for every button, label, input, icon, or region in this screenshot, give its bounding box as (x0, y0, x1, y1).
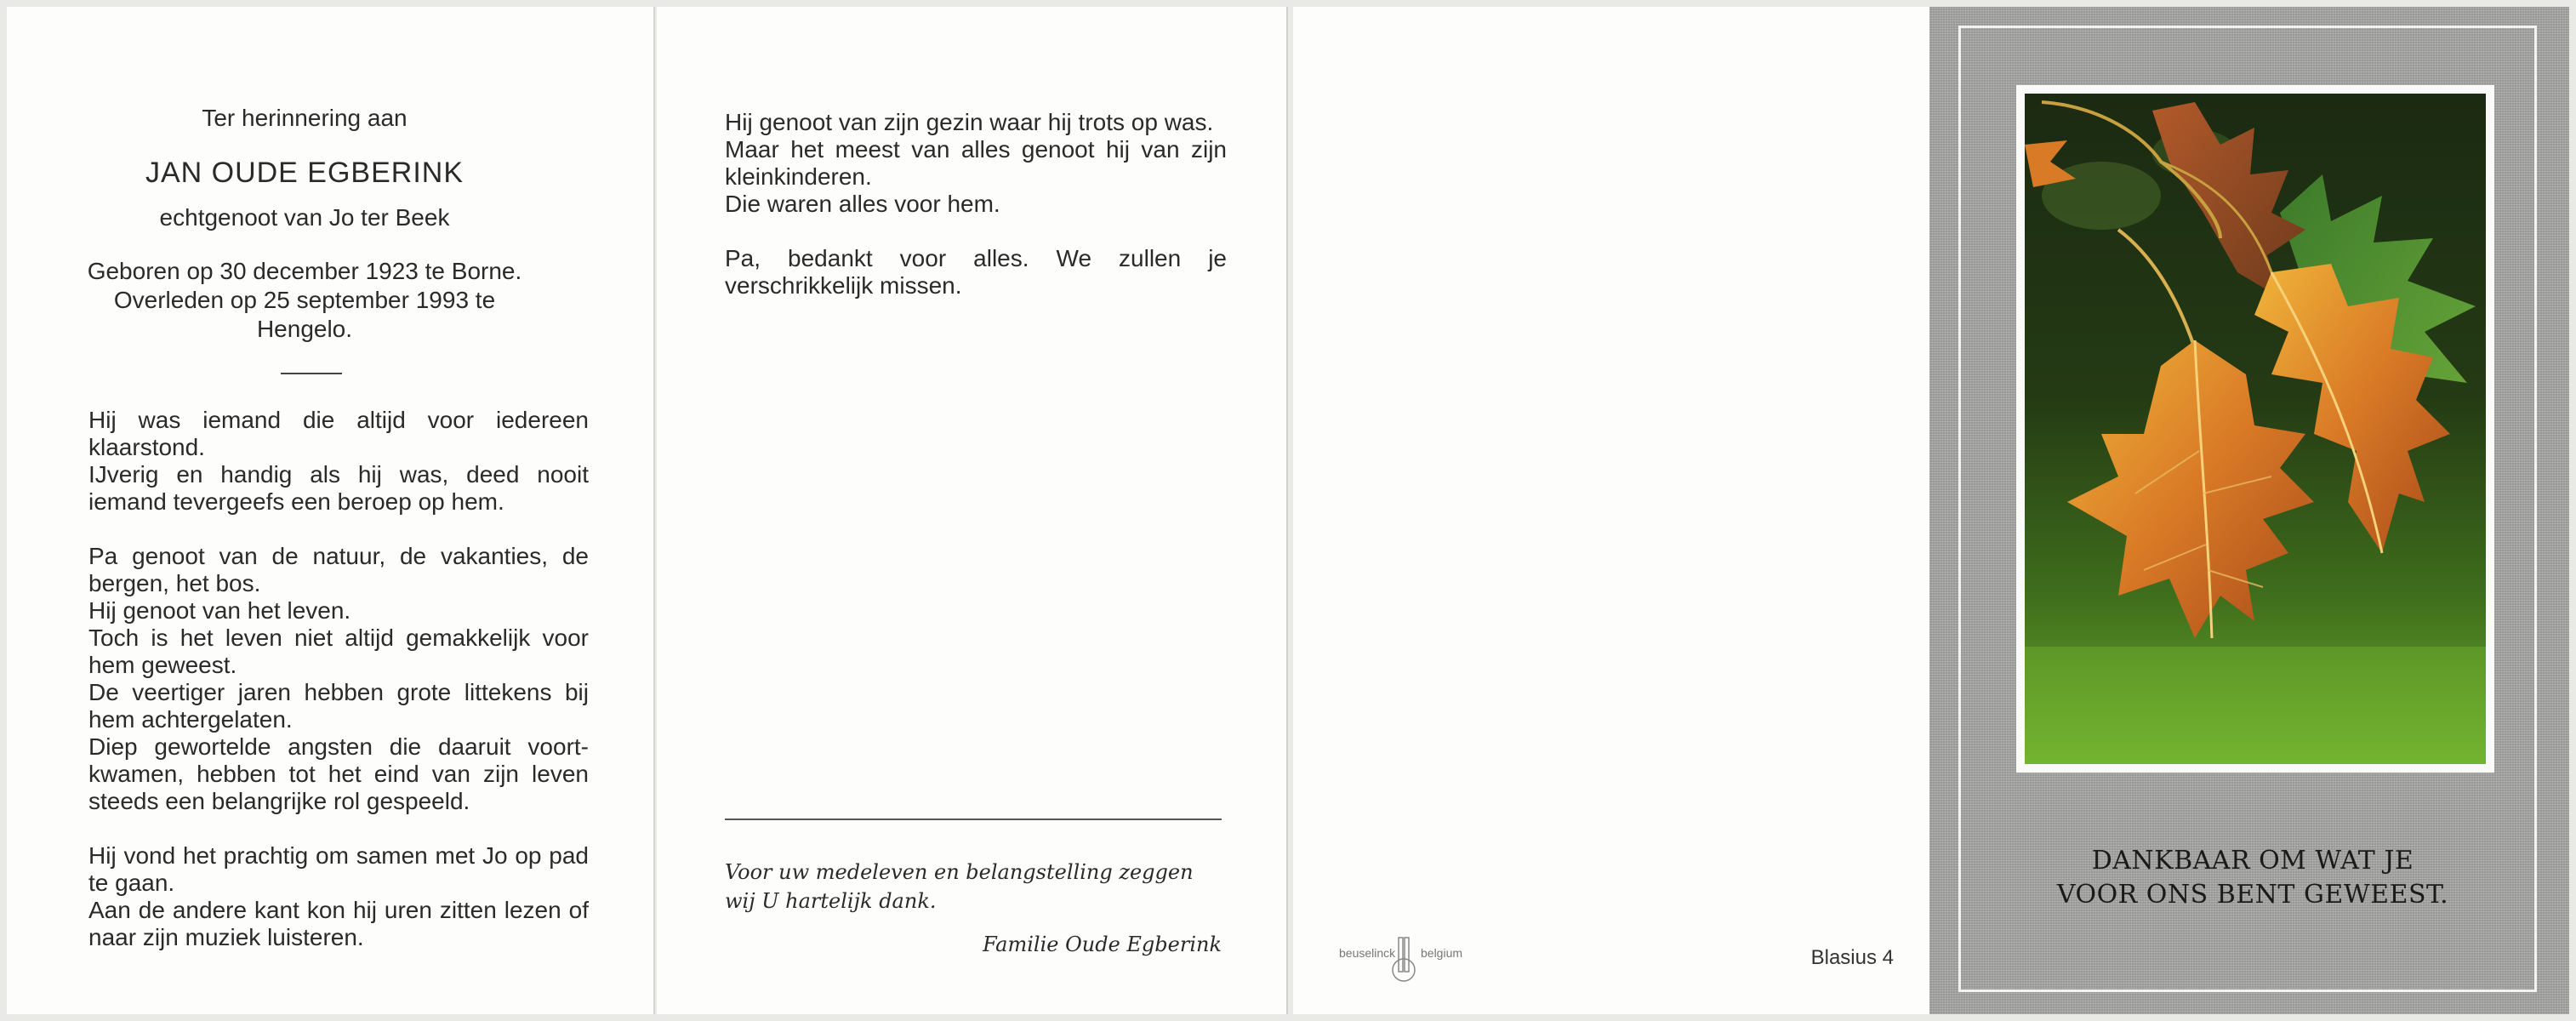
paragraph-gap (88, 516, 589, 543)
thank-you-note: Voor uw medeleven en belangstelling zeggen wij U hartelijk dank. (725, 860, 1194, 913)
life-dates (83, 257, 526, 344)
paragraph-gap (88, 815, 589, 842)
paragraph: De veertiger jaren hebben grote littekens bij hem achtergelaten. (88, 679, 589, 733)
paragraph: Maar het meest van alles genoot hij van zijn kleinkinderen. (725, 136, 1227, 190)
family-signature: Familie Oude Egberink (983, 933, 1222, 956)
paragraph: Hij genoot van zijn gezin waar hij trots op was. (725, 109, 1214, 135)
paragraph: Pa genoot van de natuur, de vakanties, de bergen, het bos. (88, 543, 589, 596)
intro-line: Ter herinnering aan (202, 105, 407, 131)
publisher-monogram-icon (1387, 936, 1421, 984)
paragraph: IJverig en handig als hij was, deed nooit iemand tevergeefs een beroep op hem. (88, 461, 589, 515)
paragraph: Hij vond het prachtig om samen met Jo op pad te gaan. (88, 842, 589, 896)
spouse-line: echtgenoot van Jo ter Beek (159, 204, 450, 231)
cover-motto (1998, 844, 2508, 912)
tribute-text-continued (725, 109, 1227, 299)
birth-line: Geboren op 30 december 1923 te Borne. (87, 258, 522, 284)
paragraph: Hij genoot van het leven. (88, 597, 351, 624)
deceased-name: JAN OUDE EGBERINK (145, 157, 464, 189)
publisher-logo (1339, 936, 1463, 987)
paragraph: Aan de andere kant kon hij uren zitten lezen of naar zijn muziek luisteren. (88, 897, 589, 950)
photo-frame (2016, 85, 2494, 773)
motto-line-2: VOOR ONS BENT GEWEEST. (2056, 880, 2449, 910)
death-line-1: Overleden op 25 september 1993 te (113, 287, 496, 313)
motto-line-1: DANKBAAR OM WAT JE (2091, 846, 2414, 876)
paragraph: Hij was iemand die altijd voor iedereen klaarstond. (88, 407, 589, 460)
oak-leaf-illustration (2025, 94, 2486, 764)
paragraph: Pa, bedankt voor alles. We zullen je verschrikkelijk missen. (725, 245, 1227, 299)
paragraph: Diep gewortelde angsten die daaruit voort-kwamen, hebben tot het eind van zijn leven steeds een belangrijke rol gespeeld. (88, 733, 589, 814)
logo-text-right: belgium (1421, 946, 1463, 960)
paragraph: Die waren alles voor hem. (725, 191, 1000, 217)
tribute-text (88, 407, 589, 951)
paragraph: Toch is het leven niet altijd gemakkelijk voor hem geweest. (88, 625, 589, 678)
paragraph-gap (725, 218, 1227, 245)
autumn-leaves-photo (2025, 94, 2486, 764)
left-inner-page (7, 7, 653, 1014)
long-divider (725, 819, 1222, 820)
death-line-2: Hengelo. (256, 316, 353, 342)
card-model-number: Blasius 4 (1810, 946, 1894, 969)
logo-text-left: beuselinck (1339, 946, 1396, 960)
short-divider (281, 373, 342, 374)
back-cover (1293, 7, 1929, 1014)
right-inner-page (657, 7, 1286, 1014)
front-cover (1929, 7, 2569, 1014)
